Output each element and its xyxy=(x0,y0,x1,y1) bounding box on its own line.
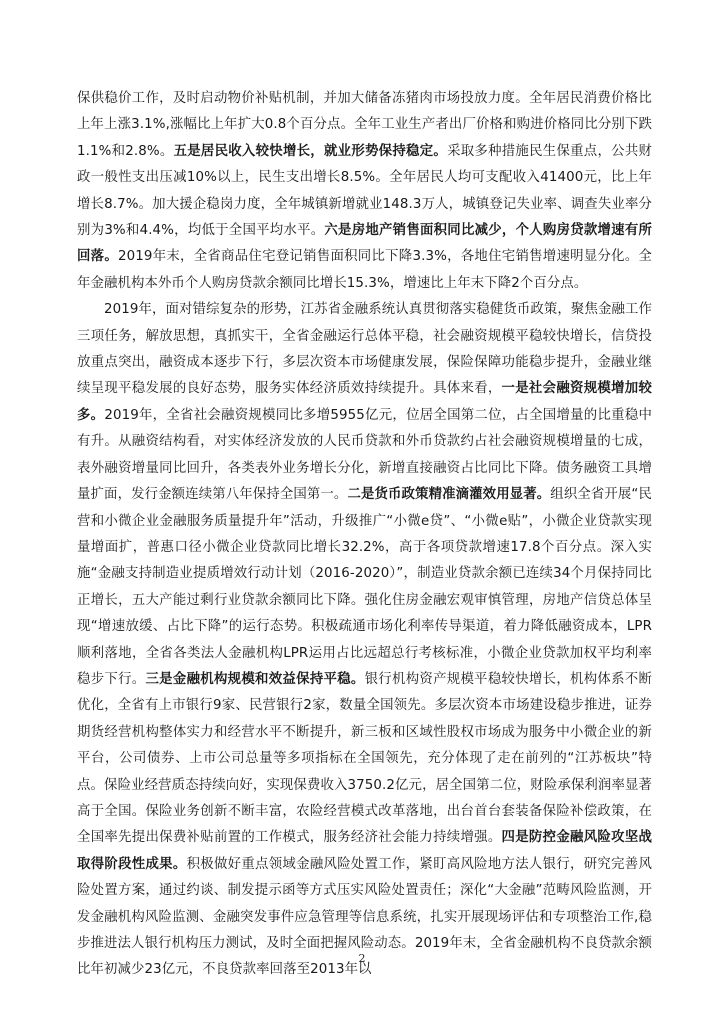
paragraph xyxy=(77,86,652,297)
body-text-segment: 组织全省开展“民营和小微企业金融服务质量提升年”活动，升级推广“小微e贷”、“小微e贴”，小微企业贷款实现量增面扩，普惠口径小微企业贷款同比增长32.2%，高于各项贷款增速17.8个百分点。深入实施“金融支持制造业提质增效行动计划（2016-2020）”，制造业贷款余额已连续34个月保持同比正增长，五大产能过剩行业贷款余额同比下降。强化住房金融宏观审慎管理，房地产信贷总体呈现“增速放缓、占比下降”的运行态势。积极疏通市场化利率传导渠道，着力降低融资成本，LPR顺利落地，全省各类法人金融机构LPR运用占比远超总行考核标准，小微企业贷款加权平均利率稳步下行。 xyxy=(77,487,652,687)
body-text-segment: 银行机构资产规模平稳较快增长，机构体系不断优化，全省有上市银行9家、民营银行2家，数量全国领先。多层次资本市场建设稳步推进，证券期货经营机构整体实力和经营水平不断提升，新三板和区域性股权市场成为服务中小微企业的新平台，公司债券、上市公司总量等多项指标在全国领先，充分体现了走在前列的“江苏板块”特点。保险业经营质态持续向好，实现保费收入3750.2亿元，居全国第二位，财险承保利润率显著高于全国。保险业务创新不断丰富，农险经营模式改革落地，出台首台套装备保险补偿政策，在全国率先提出保费补贴前置的工作模式，服务经济社会能力持续增强。 xyxy=(77,671,652,846)
paragraph xyxy=(77,297,652,984)
body-text-segment: 2019年，全省社会融资规模同比多增5955亿元，位居全国第二位，占全国增量的比重稳中有升。从融资结构看，对实体经济发放的人民币贷款和外币贷款约占社会融资规模增量的七成，表外融资增量同比回升，各类表外业务增长分化，新增直接融资占比同比下降。债务融资工具增量扩面，发行金额连续第八年保持全国第一。 xyxy=(77,407,652,503)
body-text xyxy=(77,86,652,984)
bold-heading-text: 二是货币政策精准滴灌效用显著。 xyxy=(347,487,551,503)
body-text-segment: 采取多种措施民生保重点，公共财政一般性支出压减10%以上，民生支出增长8.5%。全年居民人均可支配收入41400元，比上年增长8.7%。加大援企稳岗力度，全年城镇新增就业148.3万人，城镇登记失业率、调查失业率分别为3%和4.4%，均低于全国平均水平。 xyxy=(77,143,652,239)
body-text-segment: 保供稳价工作，及时启动物价补贴机制，并加大储备冻猪肉市场投放力度。全年居民消费价格比上年上涨3.1%,涨幅比上年扩大0.8个百分点。全年工业生产者出厂价格和购进价格同比分别下跌1.1%和2.8%。 xyxy=(77,91,652,159)
bold-heading-text: 五是居民收入较快增长，就业形势保持稳定。 xyxy=(173,143,448,159)
body-text-segment: 积极做好重点领域金融风险处置工作，紧盯高风险地方法人银行，研究完善风险处置方案，通过约谈、制发提示函等方式压实风险处置责任；深化“大金融”范畴风险监测，开发金融机构风险监测、金融突发事件应急管理等信息系统，扎实开展现场评估和专项整治工作,稳步推进法人银行机构压力测试，及时全面把握风险动态。2019年末，全省金融机构不良贷款余额比年初减少23亿元，不良贷款率回落至2013年以 xyxy=(77,856,652,978)
bold-heading-text: 四是防控金融风险攻坚战取得阶段性成果。 xyxy=(77,830,652,872)
body-text-segment: 2019年，面对错综复杂的形势，江苏省金融系统认真贯彻落实稳健货币政策，聚焦金融工作三项任务，解放思想，真抓实干，全省金融运行总体平稳，社会融资规模平稳较快增长，信贷投放重点突出，融资成本逐步下行，多层次资本市场健康发展，保险保障功能稳步提升，金融业继续呈现平稳发展的良好态势，服务实体经济质效持续提升。具体来看， xyxy=(77,302,652,397)
bold-heading-text: 一是社会融资规模增加较多。 xyxy=(77,381,652,423)
bold-heading-text: 三是金融机构规模和效益保持平稳。 xyxy=(145,671,365,687)
body-text-segment: 2019年末，全省商品住宅登记销售面积同比下降3.3%，各地住宅销售增速明显分化。全年金融机构本外币个人购房贷款余额同比增长15.3%，增速比上年末下降2个百分点。 xyxy=(77,249,652,291)
page-number: 2 xyxy=(358,952,366,965)
bold-heading-text: 六是房地产销售面积同比减少，个人购房贷款增速有所回落。 xyxy=(77,223,652,265)
